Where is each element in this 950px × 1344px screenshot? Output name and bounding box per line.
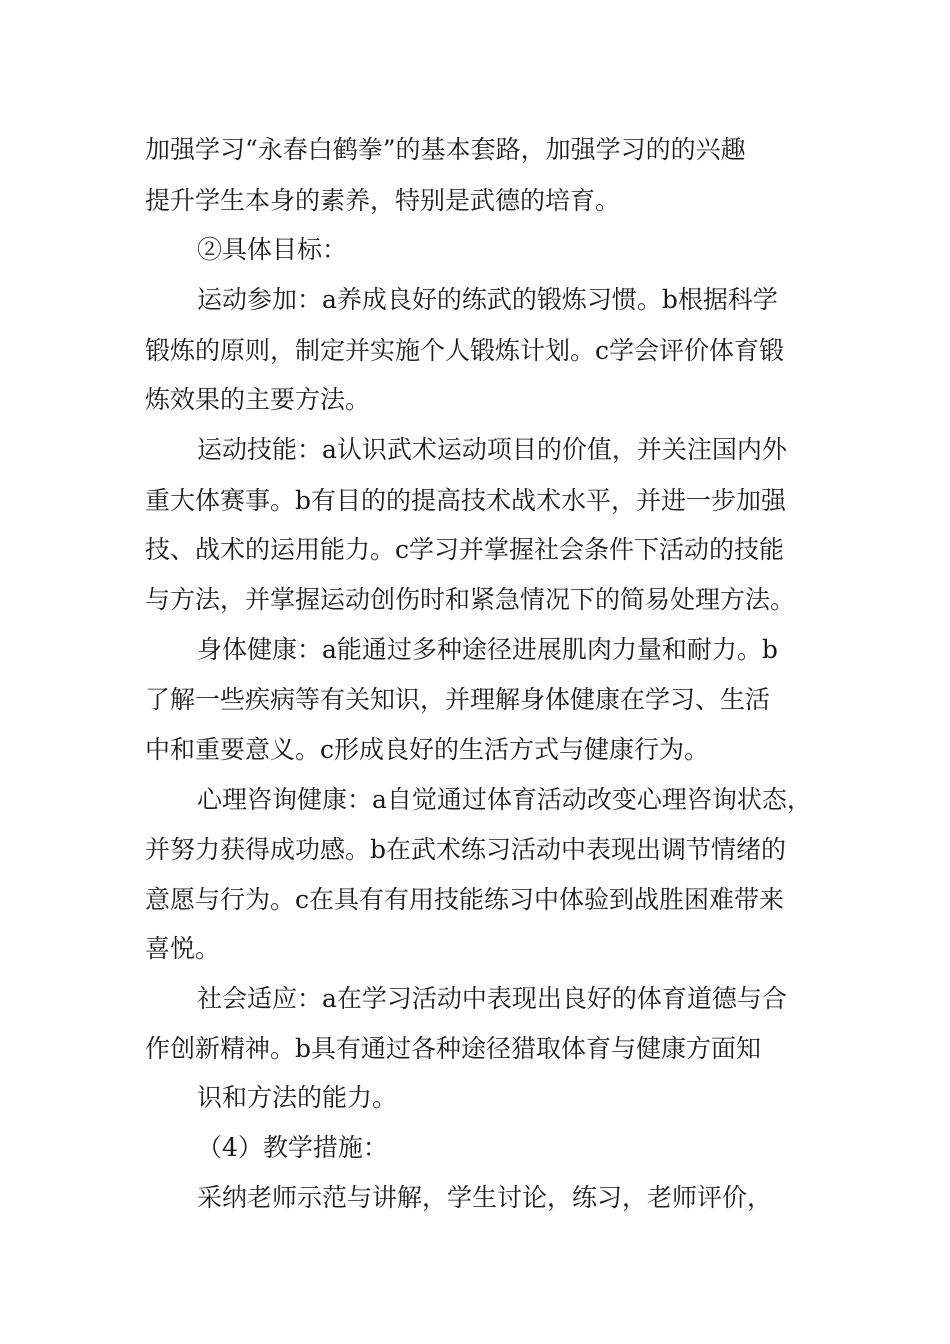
text-line: 提升学生本身的素养，特别是武德的培育。 bbox=[145, 186, 621, 215]
text-line: 锻炼的原则，制定并实施个人锻炼计划。c学会评价体育锻 bbox=[145, 336, 785, 365]
text-line: 运动技能：a认识武术运动项目的价值，并关注国内外 bbox=[197, 435, 787, 464]
text-line: 重大体赛事。b有目的的提高技术战术水平，并进一步加强 bbox=[145, 486, 787, 515]
text-line: 心理咨询健康：a自觉通过体育活动改变心理咨询状态， bbox=[197, 785, 812, 814]
text-line: 了解一些疾病等有关知识，并理解身体健康在学习、生活 bbox=[145, 685, 771, 714]
text-line: 社会适应：a在学习活动中表现出良好的体育道德与合 bbox=[197, 984, 787, 1013]
text-line: 技、战术的运用能力。c学习并掌握社会条件下活动的技能 bbox=[145, 535, 785, 564]
section-heading: ②具体目标： bbox=[197, 235, 348, 264]
text-line: 识和方法的能力。 bbox=[197, 1083, 398, 1112]
text-line: 运动参加：a养成良好的练武的锻炼习惯。b根据科学 bbox=[197, 285, 778, 314]
text-line: 采纳老师示范与讲解，学生讨论，练习，老师评价， bbox=[197, 1183, 773, 1212]
text-line: 作创新精神。b具有通过各种途径猎取体育与健康方面知 bbox=[145, 1034, 762, 1063]
section-heading: （4）教学措施： bbox=[197, 1133, 388, 1162]
text-line: 炼效果的主要方法。 bbox=[145, 385, 371, 414]
text-line: 中和重要意义。c形成良好的生活方式与健康行为。 bbox=[145, 735, 710, 764]
text-line: 身体健康：a能通过多种途径进展肌肉力量和耐力。b bbox=[197, 635, 778, 664]
text-line: 意愿与行为。c在具有有用技能练习中体验到战胜困难带来 bbox=[145, 885, 785, 914]
text-line: 加强学习“永春白鹤拳”的基本套路，加强学习的的兴趣 bbox=[145, 135, 746, 164]
text-line: 并努力获得成功感。b在武术练习活动中表现出调节情绪的 bbox=[145, 835, 787, 864]
text-line: 与方法，并掌握运动创伤时和紧急情况下的简易处理方法。 bbox=[145, 585, 796, 614]
text-line: 喜悦。 bbox=[145, 934, 221, 963]
